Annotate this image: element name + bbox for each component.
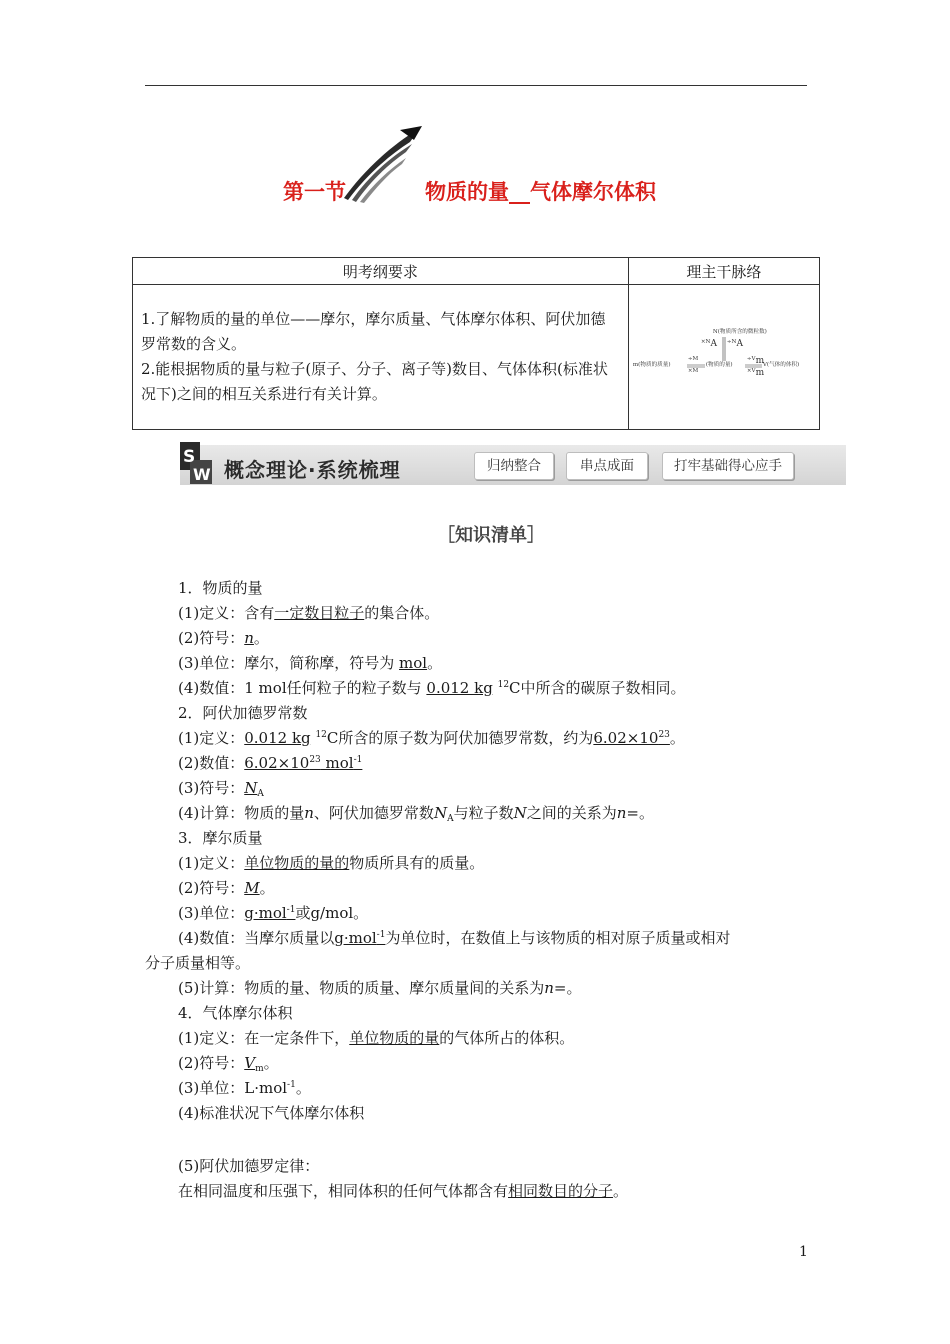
s3-unit: (3)单位：g·mol$^{-1}$或g/mol。 <box>178 904 369 922</box>
diagram-div-na: $\div N_A$ <box>726 339 743 349</box>
band-title: 概念理论·系统梳理 <box>224 458 401 482</box>
s3-definition: (1)定义：单位物质的量的物质所具有的质量。 <box>178 854 485 872</box>
diagram-times-na: $\times N_A$ <box>700 339 717 349</box>
top-rule <box>145 85 807 86</box>
s4-symbol: (2)符号：$V_m$。 <box>178 1054 279 1074</box>
s4-unit: (3)单位：L·mol$^{-1}$。 <box>178 1079 311 1097</box>
s2-calculation: (4)计算：物质的量n、阿伏加德罗常数$N_A$与粒子数N之间的关系为n=。 <box>178 804 654 824</box>
s4-avogadro-law: (5)阿伏加德罗定律： <box>178 1157 320 1175</box>
tag-solid-foundation: 打牢基础得心应手 <box>662 452 794 480</box>
sw-logo-s: S <box>183 447 196 467</box>
requirement-item: 2.能根据物质的量与粒子(原子、分子、离子等)数目、气体体积(标准状况下)之间的相互关系进行有关计算。 <box>141 360 608 403</box>
s3-calculation: (5)计算：物质的量、物质的质量、摩尔质量间的关系为n=。 <box>178 979 582 997</box>
s2-symbol: (3)符号：$N_A$ <box>178 779 264 799</box>
heading-amount-of-substance: 1．物质的量 <box>178 579 263 597</box>
s3-value: (4)数值：当摩尔质量以g·mol$^{-1}$为单位时，在数值上与该物质的相对原子质量或相对 <box>178 929 731 947</box>
diagram-volume: V(气体的体积) <box>762 362 800 368</box>
s1-unit: (3)单位：摩尔，简称摩，符号为 mol。 <box>178 654 443 672</box>
tag-summarize: 归纳整合 <box>474 452 554 480</box>
s1-value: (4)数值：1 mol任何粒子的粒子数与 0.012 kg $^{12}$C中所含的碳原子数相同。 <box>178 679 686 697</box>
s4-definition: (1)定义：在一定条件下，单位物质的量的气体所占的体积。 <box>178 1029 575 1047</box>
s2-definition: (1)定义：0.012 kg $^{12}$C所含的原子数为阿伏加德罗常数，约为$6.02\times 10^{23}$。 <box>178 729 685 747</box>
diagram-times-vm: $\times V_m$ <box>746 368 765 378</box>
requirements-table <box>132 257 820 430</box>
sw-logo <box>180 442 214 486</box>
section-title: 物质的量__气体摩尔体积 <box>425 179 656 204</box>
diagram-horizontal-arrows <box>633 327 815 387</box>
diagram-amount: (物质的量) <box>705 362 733 368</box>
s3-symbol: (2)符号：M。 <box>178 879 275 897</box>
diagram-div-m: ÷M <box>687 356 699 362</box>
s2-value: (2)数值：$6.02\times 10^{23}$ mol$^{-1}$ <box>178 754 363 772</box>
heading-avogadro-constant: 2．阿伏加德罗常数 <box>178 704 308 722</box>
heading-gas-molar-volume: 4．气体摩尔体积 <box>178 1004 293 1022</box>
table-header-requirements: 明考纲要求 <box>133 258 629 285</box>
tag-connect-points: 串点成面 <box>566 452 648 480</box>
requirements-cell <box>133 285 629 430</box>
s3-value-continued: 分子质量相等。 <box>145 954 251 972</box>
s4-avogadro-law-text: 在相同温度和压强下，相同体积的任何气体都含有相同数目的分子。 <box>178 1182 629 1200</box>
table-header-outline: 理主干脉络 <box>628 258 819 285</box>
diagram-particles: N(物质所含的微粒数) <box>712 329 767 335</box>
diagram-mass: m(物质的质量) <box>632 362 671 368</box>
diagram-div-vm: $\div V_m$ <box>746 356 765 366</box>
knowledge-list-title: ［知识清单］ <box>437 525 545 546</box>
requirement-item: 1.了解物质的量的单位——摩尔，摩尔质量、气体摩尔体积、阿伏加德罗常数的含义。 <box>141 310 606 353</box>
swoosh-decoration <box>340 124 425 204</box>
s1-definition: (1)定义：含有一定数目粒子的集合体。 <box>178 604 440 622</box>
outline-cell <box>628 285 819 430</box>
s1-symbol: (2)符号：n。 <box>178 629 269 647</box>
page-number: 1 <box>799 1244 808 1260</box>
s4-standard-conditions: (4)标准状况下气体摩尔体积 <box>178 1104 365 1122</box>
sw-logo-w: W <box>193 465 211 484</box>
diagram-times-m: ×M <box>687 368 699 374</box>
heading-molar-mass: 3．摩尔质量 <box>178 829 263 847</box>
section-number: 第一节 <box>283 179 346 204</box>
relationship-diagram <box>633 327 815 387</box>
